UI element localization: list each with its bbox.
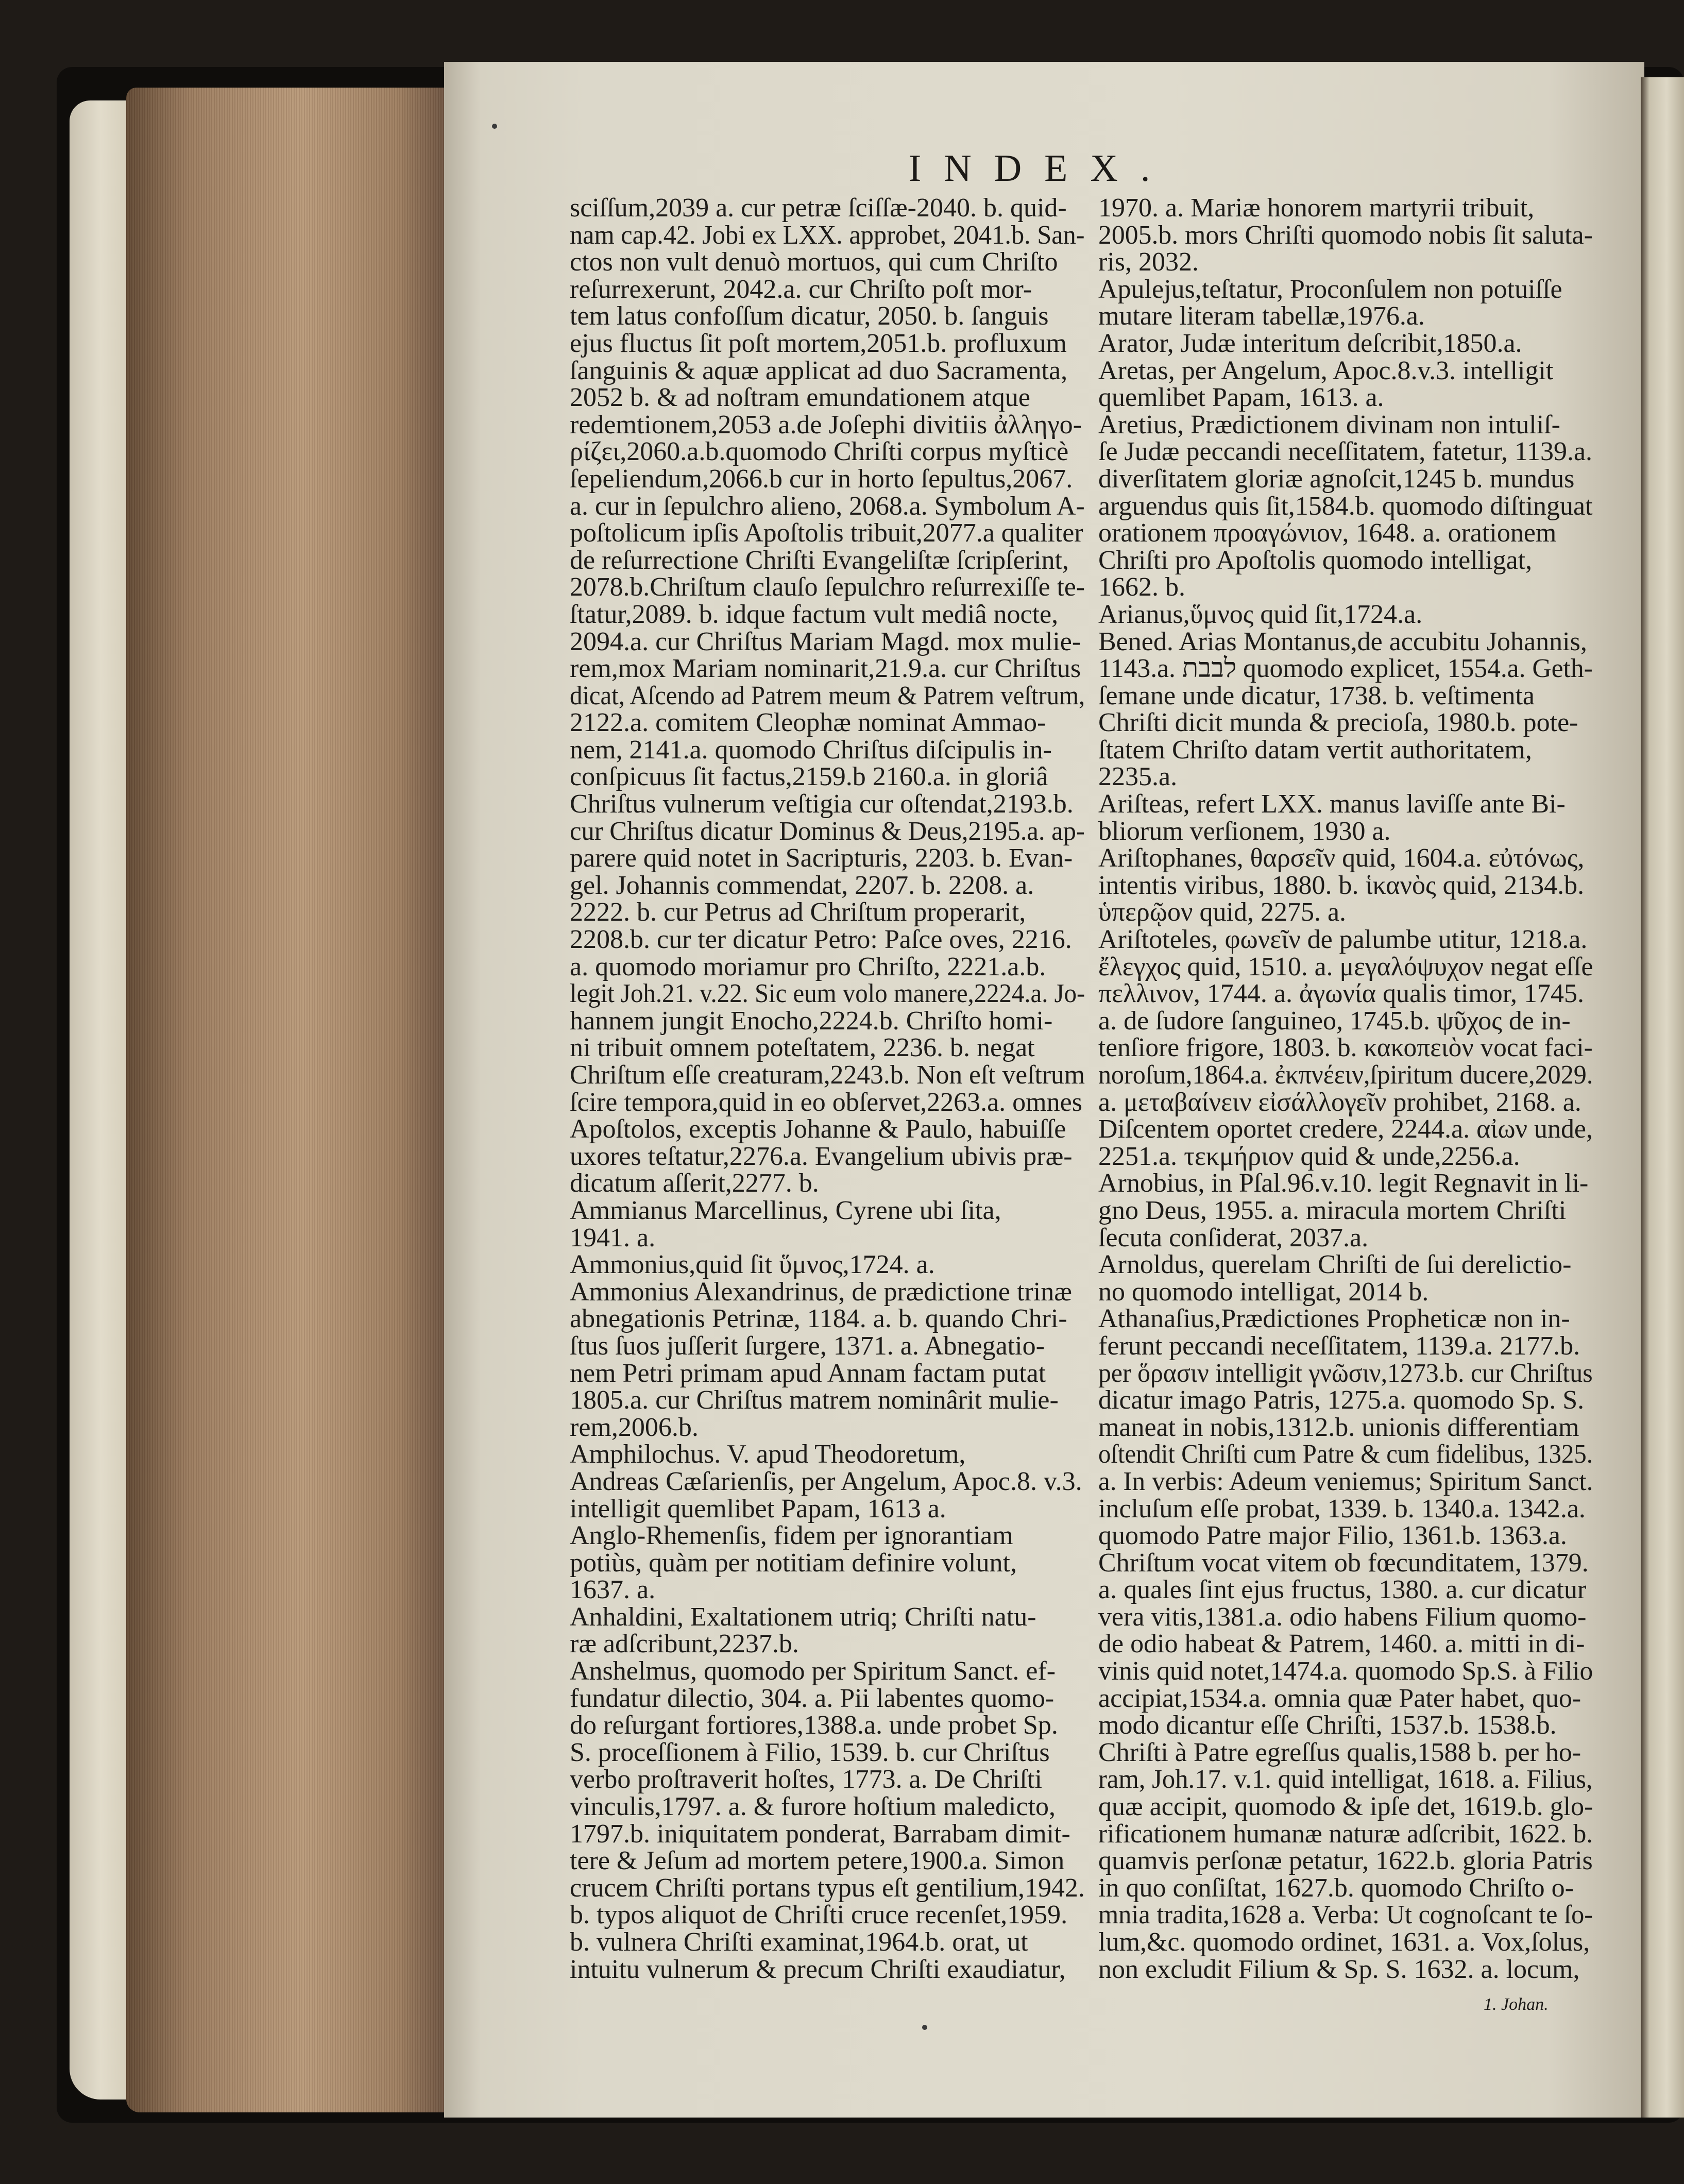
index-line: fundatur dilectio, 304. a. Pii labentes quomo- bbox=[570, 1683, 1054, 1713]
index-line: legit Joh.21. v.22. Sic eum volo manere,2224.a. Jo- bbox=[570, 979, 1085, 1009]
index-line: πελλινον, 1744. a. ἀγωνία qualis timor, 1745. bbox=[1098, 979, 1584, 1009]
index-line: Arianus,ὕμνος quid ſit,1724.a. bbox=[1098, 599, 1423, 629]
index-line: gno Deus, 1955. a. miracula mortem Chriſti bbox=[1098, 1195, 1567, 1225]
index-line: de reſurrectione Chriſti Evangeliſtæ ſcripſerint, bbox=[570, 545, 1069, 575]
index-line: b. typos aliquot de Chriſti cruce recenſet,1959. bbox=[570, 1900, 1068, 1930]
index-line: Ammianus Marcellinus, Cyrene ubi ſita, bbox=[570, 1195, 1001, 1225]
index-line: redemtionem,2053 a.de Joſephi divitiis ἀλληγο- bbox=[570, 410, 1082, 439]
index-line: Arator, Judæ interitum deſcribit,1850.a. bbox=[1098, 328, 1522, 358]
index-line: oſtendit Chriſti cum Patre & cum fidelibus, 1325. bbox=[1098, 1440, 1593, 1469]
index-line: 2235.a. bbox=[1098, 762, 1178, 792]
index-line: tere & Jeſum ad mortem petere,1900.a. Simon bbox=[570, 1846, 1065, 1876]
index-line: do reſurgant fortiores,1388.a. unde probet Sp. bbox=[570, 1711, 1058, 1740]
index-line: conſpicuus ſit factus,2159.b 2160.a. in gloriâ bbox=[570, 762, 1048, 792]
index-line: ſepeliendum,2066.b cur in horto ſepultus,2067. bbox=[570, 464, 1073, 494]
index-column-left bbox=[570, 195, 1085, 1983]
index-line: ſe Judæ peccandi neceſſitatem, fatetur, 1139.a. bbox=[1098, 437, 1593, 467]
index-line: 1797.b. iniquitatem ponderat, Barrabam dimit- bbox=[570, 1819, 1070, 1849]
index-line: vinculis,1797. a. & furore hoſtium maledicto, bbox=[570, 1792, 1056, 1822]
index-line: ἔλεγχος quid, 1510. a. μεγαλόψυχον negat eſſe bbox=[1098, 952, 1593, 981]
index-line: a. cur in ſepulchro alieno, 2068.a. Symbolum A- bbox=[570, 491, 1085, 521]
index-line: Chriſti pro Apoſtolis quomodo intelligat, bbox=[1098, 545, 1533, 575]
index-line: a. In verbis: Adeum veniemus; Spiritum Sanct. bbox=[1098, 1466, 1593, 1496]
index-line: 1970. a. Mariæ honorem martyrii tribuit, bbox=[1098, 193, 1535, 223]
index-line: Arnoldus, querelam Chriſti de ſui derelictio- bbox=[1098, 1250, 1572, 1280]
index-line: maneat in nobis,1312.b. unionis differentiam bbox=[1098, 1412, 1579, 1442]
index-line: intentis viribus, 1880. b. ἱκανὸς quid, 2134.b. bbox=[1098, 870, 1585, 900]
index-line: modo dicantur eſſe Chriſti, 1537.b. 1538.b. bbox=[1098, 1711, 1557, 1740]
index-line: potiùs, quàm per notitiam definire volunt, bbox=[570, 1548, 1017, 1578]
index-line: a. μεταβαίνειν εἰσάλλογεῖν prohibet, 2168. a. bbox=[1098, 1087, 1581, 1117]
index-line: Chriſti à Patre egreſſus qualis,1588 b. per ho- bbox=[1098, 1737, 1581, 1767]
index-line: 2078.b.Chriſtum clauſo ſepulchro reſurrexiſſe te- bbox=[570, 572, 1085, 602]
index-line: diverſitatem gloriæ agnoſcit,1245 b. mundus bbox=[1098, 464, 1575, 494]
index-line: ſanguinis & aquæ applicat ad duo Sacramenta, bbox=[570, 355, 1068, 385]
index-column-right bbox=[1098, 195, 1593, 1983]
index-line: ſecuta conſiderat, 2037.a. bbox=[1098, 1223, 1369, 1252]
index-line: non excludit Filium & Sp. S. 1632. a. locum, bbox=[1098, 1954, 1580, 1984]
index-line: orationem προαγώνιον, 1648. a. orationem bbox=[1098, 518, 1557, 548]
index-line: lum,&c. quomodo ordinet, 1631. a. Vox,ſolus, bbox=[1098, 1927, 1590, 1957]
index-line: verbo proſtraverit hoſtes, 1773. a. De Chriſti bbox=[570, 1765, 1043, 1794]
index-line: Ariſtoteles, φωνεῖν de palumbe utitur, 1218.a. bbox=[1098, 925, 1588, 955]
index-line: ſtus ſuos juſſerit ſurgere, 1371. a. Abnegatio- bbox=[570, 1331, 1045, 1361]
index-line: dicat, Aſcendo ad Patrem meum & Patrem veſtrum, bbox=[570, 681, 1085, 710]
index-line: 2208.b. cur ter dicatur Petro: Paſce oves, 2216. bbox=[570, 925, 1072, 955]
index-line: quamvis perſonæ petatur, 1622.b. gloria Patris bbox=[1098, 1846, 1593, 1876]
index-line: dicatum aſſerit,2277. b. bbox=[570, 1169, 819, 1198]
index-line: crucem Chriſti portans typus eſt gentilium,1942. bbox=[570, 1873, 1085, 1903]
index-line: hannem jungit Enocho,2224.b. Chriſto homi- bbox=[570, 1006, 1053, 1036]
index-line: accipiat,1534.a. omnia quæ Pater habet, quo- bbox=[1098, 1683, 1581, 1713]
index-line: Amphilochus. V. apud Theodoretum, bbox=[570, 1440, 966, 1469]
index-line: a. quomodo moriamur pro Chriſto, 2221.a.b. bbox=[570, 952, 1046, 981]
index-line: ni tribuit omnem poteſtatem, 2236. b. negat bbox=[570, 1033, 1035, 1063]
index-line: Chriſtus vulnerum veſtigia cur oſtendat,2193.b. bbox=[570, 789, 1074, 819]
index-line: Ariſteas, refert LXX. manus laviſſe ante Bi- bbox=[1098, 789, 1566, 819]
index-line: a. quales ſint ejus fructus, 1380. a. cur dicatur bbox=[1098, 1575, 1587, 1605]
index-line: Apulejus,teſtatur, Proconſulem non potuiſſe bbox=[1098, 274, 1562, 304]
page-speck bbox=[492, 124, 497, 129]
index-line: nam cap.42. Jobi ex LXX. approbet, 2041.b. San- bbox=[570, 220, 1085, 250]
index-line: Chriſti dicit munda & precioſa, 1980.b. pote- bbox=[1098, 708, 1578, 738]
index-line: vinis quid notet,1474.a. quomodo Sp.S. à Filio bbox=[1098, 1656, 1593, 1686]
facing-page-edge bbox=[1641, 77, 1684, 2118]
index-line: noroſum,1864.a. ἐκπνέειν,ſpiritum ducere,2029. bbox=[1098, 1060, 1593, 1090]
index-line: bliorum verſionem, 1930 a. bbox=[1098, 816, 1391, 846]
index-line: Ammonius Alexandrinus, de prædictione trinæ bbox=[570, 1277, 1072, 1307]
index-line: quæ accipit, quomodo & ipſe det, 1619.b. glo- bbox=[1098, 1792, 1593, 1822]
index-line: 2222. b. cur Petrus ad Chriſtum properarit, bbox=[570, 898, 1026, 927]
catchword: 1. Johan. bbox=[1484, 1995, 1549, 2014]
index-line: 2122.a. comitem Cleophæ nominat Ammao- bbox=[570, 708, 1046, 738]
index-line: Chriſtum vocat vitem ob fœcunditatem, 1379. bbox=[1098, 1548, 1589, 1578]
index-line: ſtatem Chriſto datam vertit authoritatem, bbox=[1098, 735, 1532, 765]
index-line: quemlibet Papam, 1613. a. bbox=[1098, 383, 1384, 413]
index-line: sciſſum,2039 a. cur petræ ſciſſæ-2040. b. quid- bbox=[570, 193, 1067, 223]
index-line: 2052 b. & ad noſtram emundationem atque bbox=[570, 383, 1030, 413]
running-head: INDEX. bbox=[908, 147, 1173, 190]
index-line: reſurrexerunt, 2042.a. cur Chriſto poſt mor- bbox=[570, 274, 1032, 304]
index-line: Diſcentem oportet credere, 2244.a. αἰων unde, bbox=[1098, 1114, 1593, 1144]
page-speck bbox=[922, 2025, 927, 2030]
index-line: Apoſtolos, exceptis Johanne & Paulo, habuiſſe bbox=[570, 1114, 1066, 1144]
index-line: Anglo-Rhemenſis, fidem per ignorantiam bbox=[570, 1521, 1013, 1551]
index-line: ram, Joh.17. v.1. quid intelligat, 1618. a. Filius, bbox=[1098, 1765, 1593, 1794]
index-line: Arnobius, in Pſal.96.v.10. legit Regnavit in li- bbox=[1098, 1169, 1589, 1198]
index-line: rem,2006.b. bbox=[570, 1412, 699, 1442]
index-line: Ariſtophanes, θαρσεῖν quid, 1604.a. εὐτόνως, bbox=[1098, 843, 1585, 873]
index-line: rem,mox Mariam nominarit,21.9.a. cur Chriſtus bbox=[570, 654, 1081, 684]
index-line: 2005.b. mors Chriſti quomodo nobis ſit saluta- bbox=[1098, 220, 1593, 250]
index-line: Chriſtum eſſe creaturam,2243.b. Non eſt veſtrum bbox=[570, 1060, 1085, 1090]
index-line: Anshelmus, quomodo per Spiritum Sanct. ef- bbox=[570, 1656, 1056, 1686]
index-line: 1662. b. bbox=[1098, 572, 1185, 602]
index-line: rificationem humanæ naturæ adſcribit, 1622. b. bbox=[1098, 1819, 1593, 1849]
index-line: nem, 2141.a. quomodo Chriſtus diſcipulis in- bbox=[570, 735, 1052, 765]
index-line: vera vitis,1381.a. odio habens Filium quomo- bbox=[1098, 1602, 1587, 1632]
index-line: 1637. a. bbox=[570, 1575, 656, 1605]
index-line: Aretius, Prædictionem divinam non intuliſ- bbox=[1098, 410, 1560, 439]
index-line: ræ adſcribunt,2237.b. bbox=[570, 1629, 799, 1659]
index-line: poſtolicum ipſis Apoſtolis tribuit,2077.a qualiter bbox=[570, 518, 1083, 548]
index-line: 1805.a. cur Chriſtus matrem nominârit mulie- bbox=[570, 1385, 1059, 1415]
index-line: ris, 2032. bbox=[1098, 247, 1199, 277]
index-line: 2094.a. cur Chriſtus Mariam Magd. mox mulie- bbox=[570, 627, 1081, 656]
index-line: gel. Johannis commendat, 2207. b. 2208. a. bbox=[570, 870, 1034, 900]
index-line: ſtatur,2089. b. idque factum vult mediâ nocte, bbox=[570, 599, 1059, 629]
index-line: in quo conſiſtat, 1627.b. quomodo Chriſto o- bbox=[1098, 1873, 1574, 1903]
index-line: ρίζει,2060.a.b.quomodo Chriſti corpus myſticè bbox=[570, 437, 1069, 467]
index-line: cur Chriſtus dicatur Dominus & Deus,2195.a. ap- bbox=[570, 816, 1085, 846]
index-line: Anhaldini, Exaltationem utriq; Chriſti natu- bbox=[570, 1602, 1036, 1632]
page-block-edges bbox=[126, 88, 446, 2112]
index-line: b. vulnera Chriſti examinat,1964.b. orat, ut bbox=[570, 1927, 1028, 1957]
index-line: ſemane unde dicatur, 1738. b. veſtimenta bbox=[1098, 681, 1535, 710]
index-line: abnegationis Petrinæ, 1184. a. b. quando Chri- bbox=[570, 1304, 1067, 1334]
index-line: intuitu vulnerum & precum Chriſti exaudiatur, bbox=[570, 1954, 1066, 1984]
index-line: 2251.a. τεκμήριον quid & unde,2256.a. bbox=[1098, 1141, 1520, 1171]
index-line: uxores teſtatur,2276.a. Evangelium ubivis præ- bbox=[570, 1141, 1073, 1171]
index-line: tenſiore frigore, 1803. b. κακοπειὸν vocat faci- bbox=[1098, 1033, 1593, 1063]
index-line: dicatur imago Patris, 1275.a. quomodo Sp. S. bbox=[1098, 1385, 1585, 1415]
index-line: Ammonius,quid ſit ὕμνος,1724. a. bbox=[570, 1250, 935, 1280]
index-line: de odio habeat & Patrem, 1460. a. mitti in di- bbox=[1098, 1629, 1585, 1659]
index-line: Andreas Cæſarienſis, per Angelum, Apoc.8. v.3. bbox=[570, 1466, 1082, 1496]
index-line: arguendus quis ſit,1584.b. quomodo diſtinguat bbox=[1098, 491, 1593, 521]
index-line: nem Petri primam apud Annam factam putat bbox=[570, 1358, 1046, 1388]
index-line: Aretas, per Angelum, Apoc.8.v.3. intelligit bbox=[1098, 355, 1554, 385]
index-line: per ὅρασιν intelligit γνῶσιν,1273.b. cur Chriſtus bbox=[1098, 1358, 1593, 1388]
index-line: Athanaſius,Prædictiones Propheticæ non in- bbox=[1098, 1304, 1570, 1334]
index-line: intelligit quemlibet Papam, 1613 a. bbox=[570, 1494, 946, 1523]
index-line: 1143.a. לבבת quomodo explicet, 1554.a. Geth- bbox=[1098, 654, 1593, 684]
index-line: tem latus confoſſum dicatur, 2050. b. ſanguis bbox=[570, 301, 1049, 331]
index-line: ctos non vult denuò mortuos, qui cum Chriſto bbox=[570, 247, 1058, 277]
index-line: mnia tradita,1628 a. Verba: Ut cognoſcant te ſo- bbox=[1098, 1900, 1593, 1930]
index-line: mutare literam tabellæ,1976.a. bbox=[1098, 301, 1425, 331]
index-line: ὑπερῷον quid, 2275. a. bbox=[1098, 898, 1347, 927]
index-line: quomodo Patre major Filio, 1361.b. 1363.a. bbox=[1098, 1521, 1567, 1551]
index-line: ejus fluctus ſit poſt mortem,2051.b. profluxum bbox=[570, 328, 1067, 358]
index-line: parere quid notet in Sacripturis, 2203. b. Evan- bbox=[570, 843, 1073, 873]
index-line: ferunt peccandi neceſſitatem, 1139.a. 2177.b. bbox=[1098, 1331, 1580, 1361]
index-line: incluſum eſſe probat, 1339. b. 1340.a. 1342.a. bbox=[1098, 1494, 1586, 1523]
index-line: no quomodo intelligat, 2014 b. bbox=[1098, 1277, 1429, 1307]
index-line: S. proceſſionem à Filio, 1539. b. cur Chriſtus bbox=[570, 1737, 1050, 1767]
index-line: ſcire tempora,quid in eo obſervet,2263.a. omnes bbox=[570, 1087, 1082, 1117]
index-line: a. de ſudore ſanguineo, 1745.b. ψῦχος de in- bbox=[1098, 1006, 1571, 1036]
index-line: 1941. a. bbox=[570, 1223, 656, 1252]
index-line: Bened. Arias Montanus,de accubitu Johannis, bbox=[1098, 627, 1587, 656]
